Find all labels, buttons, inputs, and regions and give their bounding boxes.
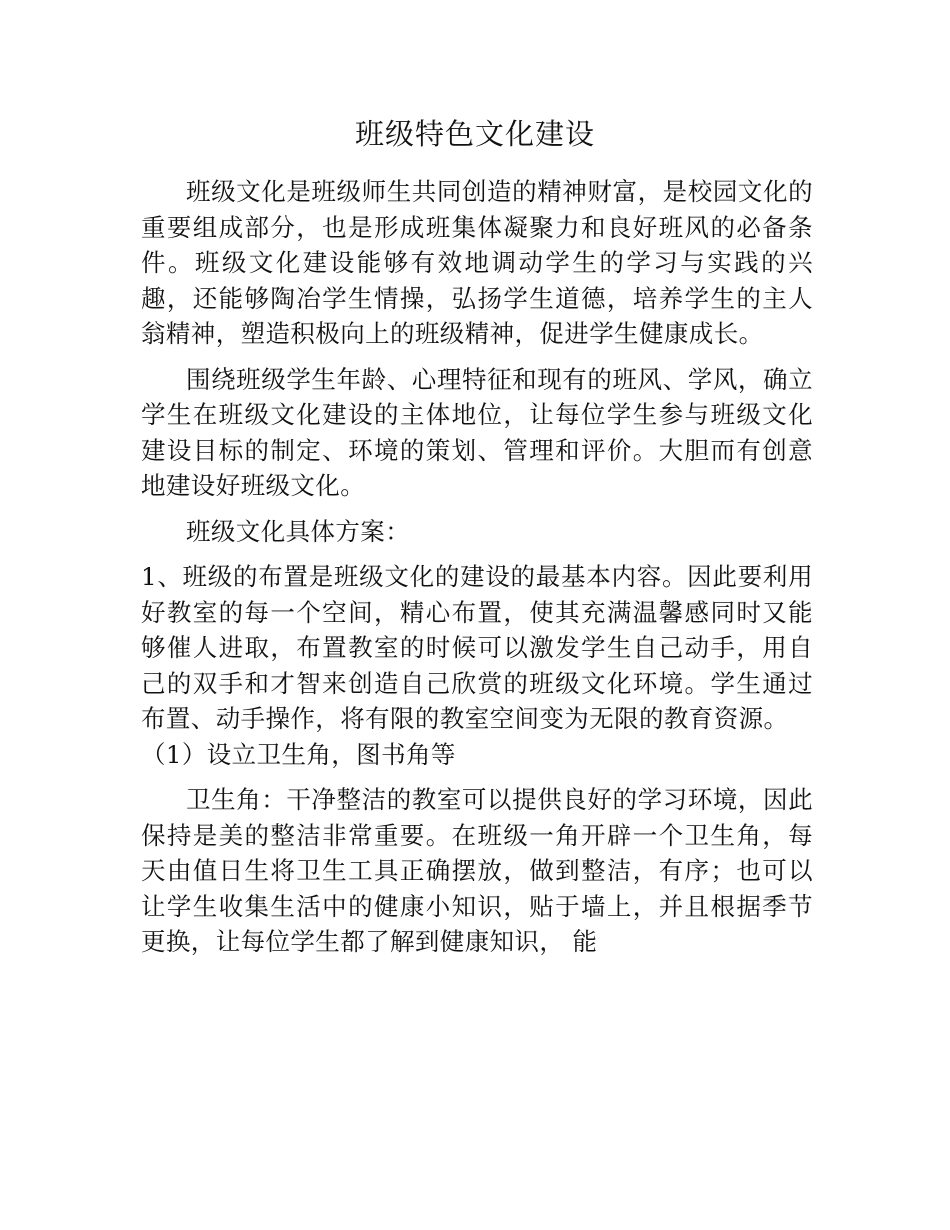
document-body [141,174,813,960]
subheading-corners: （1）设立卫生角，图书角等 [141,739,456,769]
paragraph-item-1: 1、班级的布置是班级文化的建设的最基本内容。因此要利用好教室的每一个空间，精心布置，使其充满温馨感同时又能够催人进取，布置教室的时候可以激发学生自己动手，用自己的双手和才智来创造自己欣赏的班级文化环境。学生通过布置、动手操作，将有限的教室空间变为无限的教育资源。 [141,562,813,733]
paragraph-plan-heading: 班级文化具体方案： [186,516,411,546]
document-title: 班级特色文化建设 [354,117,595,151]
paragraph-approach: 围绕班级学生年龄、心理特征和现有的班风、学风，确立学生在班级文化建设的主体地位，让每位学生参与班级文化建设目标的制定、环境的策划、管理和评价。大胆而有创意地建设好班级文化。 [141,364,813,500]
paragraph-intro: 班级文化是班级师生共同创造的精神财富，是校园文化的重要组成部分，也是形成班集体凝聚力和良好班风的必备条件。班级文化建设能够有效地调动学生的学习与实践的兴趣，还能够陶冶学生情操，弘扬学生道德，培养学生的主人翁精神，塑造积极向上的班级精神，促进学生健康成长。 [141,177,813,348]
paragraph-hygiene-corner: 卫生角：干净整洁的教室可以提供良好的学习环境，因此保持是美的整洁非常重要。在班级一角开辟一个卫生角，每天由值日生将卫生工具正确摆放，做到整洁，有序；也可以让学生收集生活中的健康小知识，贴于墙上，并且根据季节更换，让每位学生都了解到健康知识， 能 [141,785,813,956]
